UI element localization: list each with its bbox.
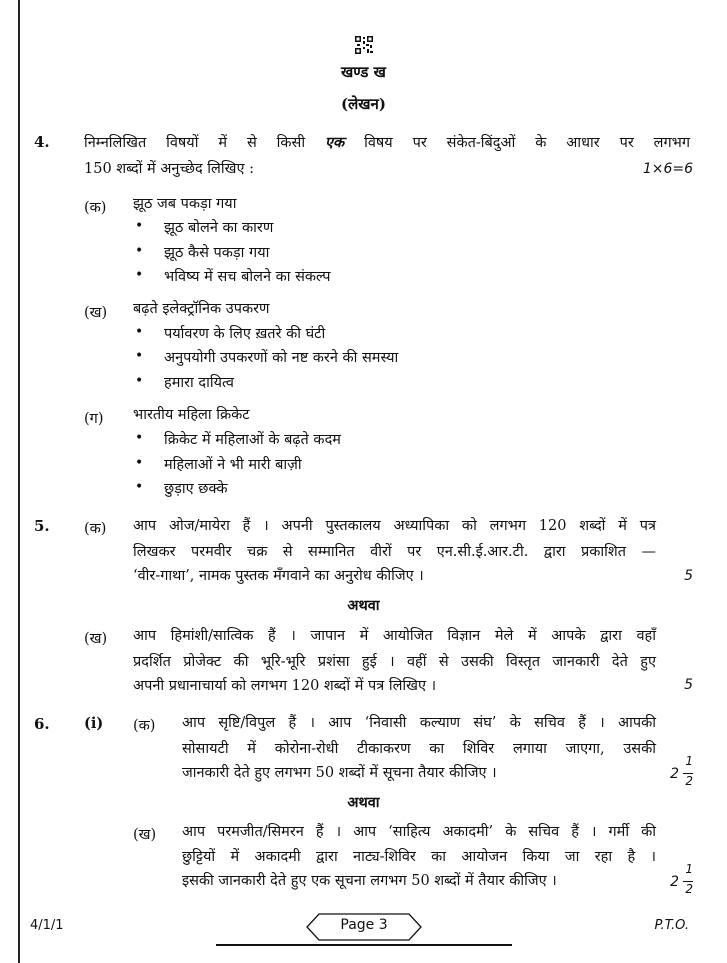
left-margin-rule: [18, 0, 20, 963]
question-number: 6.: [34, 715, 50, 733]
bullet-point: हमारा दायित्व: [164, 375, 234, 391]
section-subtitle: (लेखन): [341, 95, 386, 113]
qr-code-icon: [354, 35, 374, 55]
option-title: झूठ जब पकड़ा गया: [133, 196, 237, 212]
or-separator: अथवा: [347, 597, 380, 614]
bullet-point: पर्यावरण के लिए ख़तरे की घंटी: [164, 326, 326, 342]
question-text-line: इसकी जानकारी देते हुए एक सूचना लगभग 50 शब्दों में तैयार कीजिए ।: [182, 873, 557, 889]
or-separator: अथवा: [347, 794, 380, 811]
question-text-line: अपनी प्रधानाचार्या को लगभग 120 शब्दों में पत्र लिखिए ।: [133, 678, 437, 694]
question-number: 5.: [34, 517, 50, 535]
question-text-line: प्रदर्शित प्रोजेक्ट की भूरि-भूरि प्रशंसा हुई । वहीं से उसकी विस्तृत जानकारी देते हुए: [133, 654, 656, 670]
option-label: (ख): [84, 305, 108, 321]
question-text-line: जानकारी देते हुए लगभग 50 शब्दों में सूचना तैयार कीजिए ।: [182, 765, 497, 781]
question-text-line: छुट्टियों में अकादमी द्वारा नाट्य-शिविर का आयोजन किया जा रहा है ।: [182, 849, 656, 865]
bullet-icon: •: [135, 479, 144, 495]
section-title: खण्ड ख: [341, 63, 386, 81]
question-number: 4.: [34, 133, 50, 151]
marks: 1×6=6: [642, 161, 693, 177]
paper-code: 4/1/1: [30, 918, 64, 933]
bullet-icon: •: [135, 243, 144, 259]
bullet-point: क्रिकेट में महिलाओं के बढ़ते कदम: [164, 432, 341, 448]
bullet-point: महिलाओं ने भी मारी बाज़ी: [164, 457, 302, 473]
option-title: बढ़ते इलेक्ट्रॉनिक उपकरण: [133, 301, 270, 317]
option-label: (क): [84, 521, 107, 537]
bullet-point: झूठ कैसे पकड़ा गया: [164, 245, 270, 261]
bullet-icon: •: [135, 455, 144, 471]
bullet-point: अनुपयोगी उपकरणों को नष्ट करने की समस्या: [164, 350, 399, 366]
marks: 5: [684, 568, 693, 584]
page-number-badge: [305, 912, 423, 942]
bullet-point: भविष्य में सच बोलने का संकल्प: [164, 269, 331, 285]
question-text-line: सोसायटी में कोरोना-रोधी टीकाकरण का शिविर लगाया जाएगा, उसकी: [182, 741, 656, 757]
bullet-icon: •: [135, 373, 144, 389]
pto-label: P.T.O.: [654, 918, 689, 933]
option-label: (ग): [84, 411, 104, 427]
bullet-point: झूठ बोलने का कारण: [164, 220, 274, 236]
question-text-line: ‘वीर-गाथा’, नामक पुस्तक मँगवाने का अनुरोध कीजिए ।: [133, 568, 424, 584]
question-text-line: आप हिमांशी/सात्विक हैं । जापान में आयोजित विज्ञान मेले में आपके द्वारा वहाँ: [133, 628, 656, 644]
page-number: Page 3: [340, 917, 388, 933]
bullet-icon: •: [135, 348, 144, 364]
question-text-line: आप परमजीत/सिमरन हैं । आप ‘साहित्य अकादमी’ के सचिव हैं । गर्मी की: [182, 824, 656, 840]
bullet-icon: •: [135, 324, 144, 340]
marks: 5: [684, 677, 693, 693]
footer-rule: [216, 944, 512, 946]
option-label: (ख): [133, 827, 157, 843]
question-text-line: लिखकर परमवीर चक्र से सम्मानित वीरों पर एन.सी.ई.आर.टी. द्वारा प्रकाशित —: [133, 544, 656, 560]
question-text-line: निम्नलिखित विषयों में से किसी एक विषय पर संकेत-बिंदुओं के आधार पर लगभग: [84, 134, 690, 151]
option-label: (क): [133, 718, 156, 734]
bullet-icon: •: [135, 218, 144, 234]
bullet-icon: •: [135, 430, 144, 446]
question-text-line: 150 शब्दों में अनुच्छेद लिखिए :: [84, 161, 254, 177]
option-title: भारतीय महिला क्रिकेट: [133, 407, 250, 423]
bullet-icon: •: [135, 267, 144, 283]
question-text-line: आप सृष्टि/विपुल हैं । आप ‘निवासी कल्याण संघ’ के सचिव हैं । आपकी: [182, 715, 656, 731]
option-label: (ख): [84, 631, 108, 647]
question-text-line: आप ओज/मायेरा हैं । अपनी पुस्तकालय अध्यापिका को लगभग 120 शब्दों में पत्र: [133, 518, 656, 534]
option-label: (क): [84, 200, 107, 216]
part-label: (i): [84, 715, 104, 732]
bullet-point: छुड़ाए छक्के: [164, 481, 228, 497]
